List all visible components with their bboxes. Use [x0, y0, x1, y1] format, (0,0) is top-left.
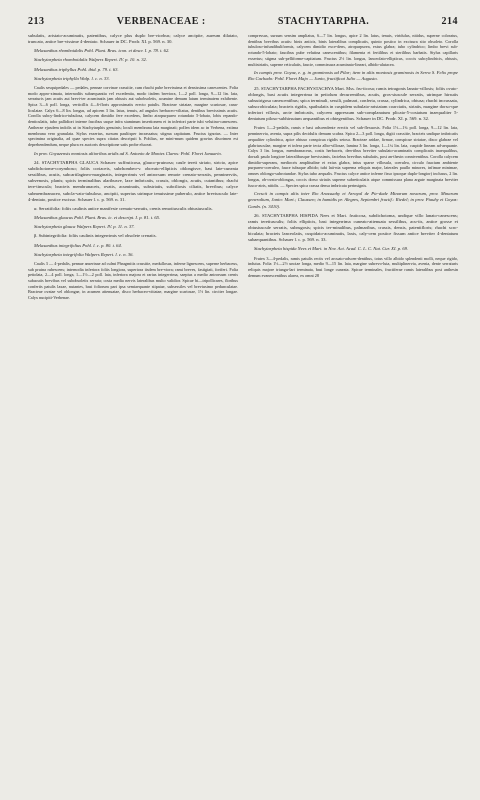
genus-title: STACHYTARPHA.: [277, 16, 370, 27]
locality-paragraph: Crescit in campis altis inter Rio Arassuahy et Arrayal de Pie-dade Minarum novarum, prov. Minarum generalium, Janio: Mart.; Claussen; in humidis pr. Alegres, Septembri fructif.: Riedel; in prov. Piauhy et Goyaz: Gardn. (n. 3410).: [248, 191, 458, 209]
synonym: Stachytarpheta integrifolia Walpers Repert. l. c. n. 36.: [34, 251, 134, 257]
synonym: Stachytarpheta hispida Nees et Mart. in Nov. Act. Acad. C. L. C. Nat. Cur. XI. p. 69.: [254, 246, 409, 252]
synonym: Stachytarpheta triphylla Walp. l. c. n. 33.: [34, 75, 110, 81]
species-entry-25: 25. STACHYTARPHA PACHYSTACHYA Mart. Mss. fru-ticosa; ramis tetragonis lanato-villosis; foliis ovato-oblongis, basi acutis integerrima in petiolum decurrentibus, acutis, gros-siuscule serratis, utrinque hirsutis subsutrigosa canescentibus; spica terminali, sessili, palmari, conferta, crassa, cylindrica, obtusa; rhachi incrassata, subscrobiculata; bracteis rigidis, spathulatis in cuspidem subulato-aristatam coarctatis, striatis, margine dorso-que inferiori villosis, arcte imbricatis, calycem appressum sub-complanatum plicato-5-costatum inaequaliter 5-dentatum piloso-subhirsutum aequantibus et obtegentibus. Schauer in DC. Prodr. XI. p. 569. n. 32.: [248, 85, 458, 122]
synonym: Melasanthus integrifolius Pohl. l. c. p. 80. t. 64.: [34, 242, 122, 248]
description-paragraph: Caulis 3 — 4-pedalis, pennae anserinae ad culmi Phragmitis crassitie, medullosus, inferne lignescens, superne herbaceus, sub pruina rubescens; internodia inferiora foliis longiora, superiora iisdem bre-viora; rami breves, fastigiati, foriferi. Folia petiolata, 2—4 poll. longa, 1—1½—2 poll. lata, inferiora majora et rarius integerrima, saepius a medio antrorsum crenis subacutis brevibus vel subobsoletis serrata; costa media nervis lateralibus multo validior. Spicae bi—tripollicares, floribus confertis patulis laxae, nutantes, basi foliorum pari ipsa semiaequante stipatae, subsessiles vel breviusimo pedunculatae. Bracteae ovatae vel oblongae, in acumen attenuatae, disco herbaceo-vittatae, margine scariosae, 1½ lin. circiter longae. Calyx nucipiti-Verbenae.: [28, 260, 238, 301]
right-column: [248, 33, 458, 304]
synonym: Stachytarpheta rhomboidalis Walpers Repert. IV. p. 10. n. 32.: [34, 57, 147, 63]
variety-beta: β. Subintegrifolia: foliis caulinis integerrimis vel obsolete crenatis.: [34, 233, 157, 239]
running-head: [28, 16, 458, 27]
description-paragraph: Caulis sesquipedales — pedales, pennae corvinae crassitie, cum rhachi pube brevissima et densissima canescentes. Folia modo appro-ximata, internodiis subaequantia vel excedentia, modo iisdem breviora, 1—2 poll. longa, 9—12 lin. lata, serraturis jam acutis aut brevi-ter acuminatis jam obtusis aut subobsoletis, acumine demum latum terminatem exhibente. Spica 3—6 poll. longa, verticillis 4—6-floris approximatis erecto patulis. Bracteae striatae, margine scariosae, cana-liculatae. Calyx 6—8 lin. longus, ad apicem 3 lin. latus, tenuis, ad angulos herbaceo-viltatus, dentibus brevissimis acutis. Corolla subcy-lindrico-tubulosa, calycem dimidio fere excedens, limbo atropurpureo rotundato 5-lobato, lobis repando-denticulatis, tubo pallidiori interne fascibus usque infra staminum insertionem et in inferiori parte tubi velutino-canescens. Antherae ejusdem indolis ut in Stachytarphis genuinis; loculi membrana lata marginati; pollen idem ac in Verbena, extima membrana vero granulata. Stylus exsertus, sursum pauliisper incrassatus; stigma capitatum. Fructus ignotus. — Inter specimina originalia, ad quae species supra citatas descripsit b. Pohlius, ne mini-mum quidem gravius discrimen est deprehendendum, neque plura ex auctoris descriptione satis probe eluceat.: [28, 84, 238, 147]
description-paragraph: Frutex 3—4-pedalis, ramis patulis rectis vel arcuato-adscen-dentibus, totus villo albido splendenti molli, neque rigido, indutus. Folia 1½—2½ unciae longa, medio 9—15 lin. lata, margine subrevo-luta, multiplinervia, avenia, dente serraturis reliquis majore triangu-lari terminata, basi longe cuneata. Spicae terminales, fructiferae ramis lateralibus post anthesin demum evanescentibus alarea, ex omni 28: [248, 255, 458, 278]
locality-paragraph: In campis prov. Goyaz, e. g. in graminosis ad Pilar; item in altis montosis graminosis in Serra S. Felix prope Rio Cachado: Pohl. Floret Majo — Junio, fructificat Julio — Augusto.: [248, 70, 458, 82]
paragraph: compressus, sursum sensim ampliatus, 6—7 lin. longus, apice 2 lin. latus, tenuis, viridulus, nitidus, superne coloratus, dentibus brevibus acutis: binis anticis, binis lateralibus complicatis, quinto postico in excisura sito obsoleto. Corolla tubuloso-infundibuliformis, calycem dimidio exce-dens, atropurpurea, extus glabra; tubo cylindrico; limbo brevi sub-rotundo-5-lobato; faucibus pube velutina canescentibus; filamenta et fertilibus et sterilibus barbatis. Stylus capillaris exsertus; stigma sub-pelliforme-capitatum. Fructus 2½ lin. longus, lanceolato-ellipticus, coccis subcylindricis, obtusis, multistriatis, superne reticulatis, faucie, commissura acuminato-lineari, albido-alutacea.: [248, 33, 458, 67]
paragraph: subulatis, aristato-acuminatis, patentibus, calyce plus duplo bre-viorbus; calyce ancipite, aureum dilatato, truncato, antice bre-vissime 4-dentato. Schauer in DC. Prodr. XI. p. 569. n. 30.: [28, 33, 238, 45]
page-reference: 214: [441, 16, 458, 27]
description-paragraph: Frutex 1—2-pedalis, ramis e basi adscendente erectis vel sub-flexuosis. Folia 1½—1¾ poll. longa, 9—12 lin. lata, penninervia, avenia, supra pilis decidulis demum scabra. Spica 2—3 poll. longa, digiti crassitie, bracteis undique imbricatis aequaliter cylindrica, apice obtuso conspicua rigidis setosa. Bracteae aridae, firmae, conspicue striatae, disco glabrae vel glabriusculae, margine et infera parte tecta albo-villosae, lamina 3 lin. longa, 1—1¼ lin. lata, cuspide lineam ad-aequante. Calyx 3 lin. longus, membranaceus, costis herbaceis, den-tibus breviter subulato-acuminatis complicatis inaequalibus, dorsali paulo longiore lateralibusque brevissimis, faciebus brevibus subulatis, post an-thesin conniventibus. Corolla calycem dimidio-superans, mediocris amplitudine et extus glabra, intus sparse villosula, coerulea, circulo faucium ambiente purpureo-coeruleo, fauce tubuque albido; tubi lati-nia suprema reliquis major, laterales paullo minores, infimae minimae, omnes oblongo-subrotundae. Stylus tubo aequalis. Fructus calyce antice inferne fisso ipsoque duplo-longior) inclusus, 2 lin. longus, ob-ovato-oblongus, coccis dorso striatis superne subreticulatis atque commissura plana argute marginata breviter fusco-atris, nitidis. — Species spica crassa densa imbricata perinsignis.: [248, 125, 458, 188]
family-title: VERBENACEAE :: [116, 16, 206, 27]
page-number: 213: [28, 16, 45, 27]
species-entry-26: 26. STACHYTARPHA HISPIDA Nees et Mart. fruticosa, subdichotoma, undique villo lanato-canescens; ramis teretiusculis; foliis ellipticis, basi integerrima cuneato-attenuata sessilibus, acu-tis, antice grosse et obtusiuscule serratis, subrugosis; spicis ter-minalibus, palmaribus, crassis, densis, patentifloris; rhachi scro-biculata; bracteis lanceolatis, cuspidato-acuminatis, laxis, caly-cem postice fissum antice breviter 4-dentatum subaequantibus. Schauer l. c. p. 569. n. 33.: [248, 212, 458, 243]
text-columns: [28, 33, 458, 304]
left-column: [28, 33, 238, 304]
synonym: Melasanthus rhomboidalis Pohl. Plant. Bras. icon. et descr. I. p. 78. t. 62.: [34, 48, 170, 54]
synonym: Stachytarpheta glauca Walpers Repert. IV. p. 11. n. 37.: [34, 224, 135, 230]
species-entry-24: 24. STACHYTARPHA GLAUCA Schauer: suffruticosa, glauco-pruinosa; caule tereti striato, stricto, apice subdichotome-corymboso; foliis coriaceis, subrhombeo-v. obovato-ellipticis oblongisve, basi late-cuneata sessilibus, acutis, subcartilagineo-marginatis, integerrimis vel antrorsum remote crenato-serratis, penninerviis, subvenosis, planis; spicis terminalibus alaribusve, laxe imbricatis, crassis, oblongis, acutis, cutantibus; rhachi tere-tinscula; bracteis membranaceis, ovatis, acuminatis, substriatis, subciliosis ciliatis, brevibus; calyce submembranaceo, subcla-vato-tubuloso, ancipiti, superius utrinque tenuissime puberulo, antice breviusculo late-4-dentato, postice excisso. Schauer l. c. p. 569. n. 31.: [28, 159, 238, 202]
locality-paragraph: In prov. Goyazensis montosis altioribus aridis ad S. Antonio de Montes Claros: Pohl. Floret Januario.: [34, 150, 222, 156]
synonym: Melasanthus triphyllus Pohl. ibid. p. 79. t. 63.: [34, 66, 119, 72]
variety-alpha: α. Serratifolia: foliis caulinis antice manifeste crenato-serratis, crenis remotiusculis obtusiusculis.: [34, 205, 213, 211]
synonym: Melasanthus glaucus Pohl. Plant. Bras. ic. et descript. I. p. 81. t. 65.: [34, 215, 161, 221]
